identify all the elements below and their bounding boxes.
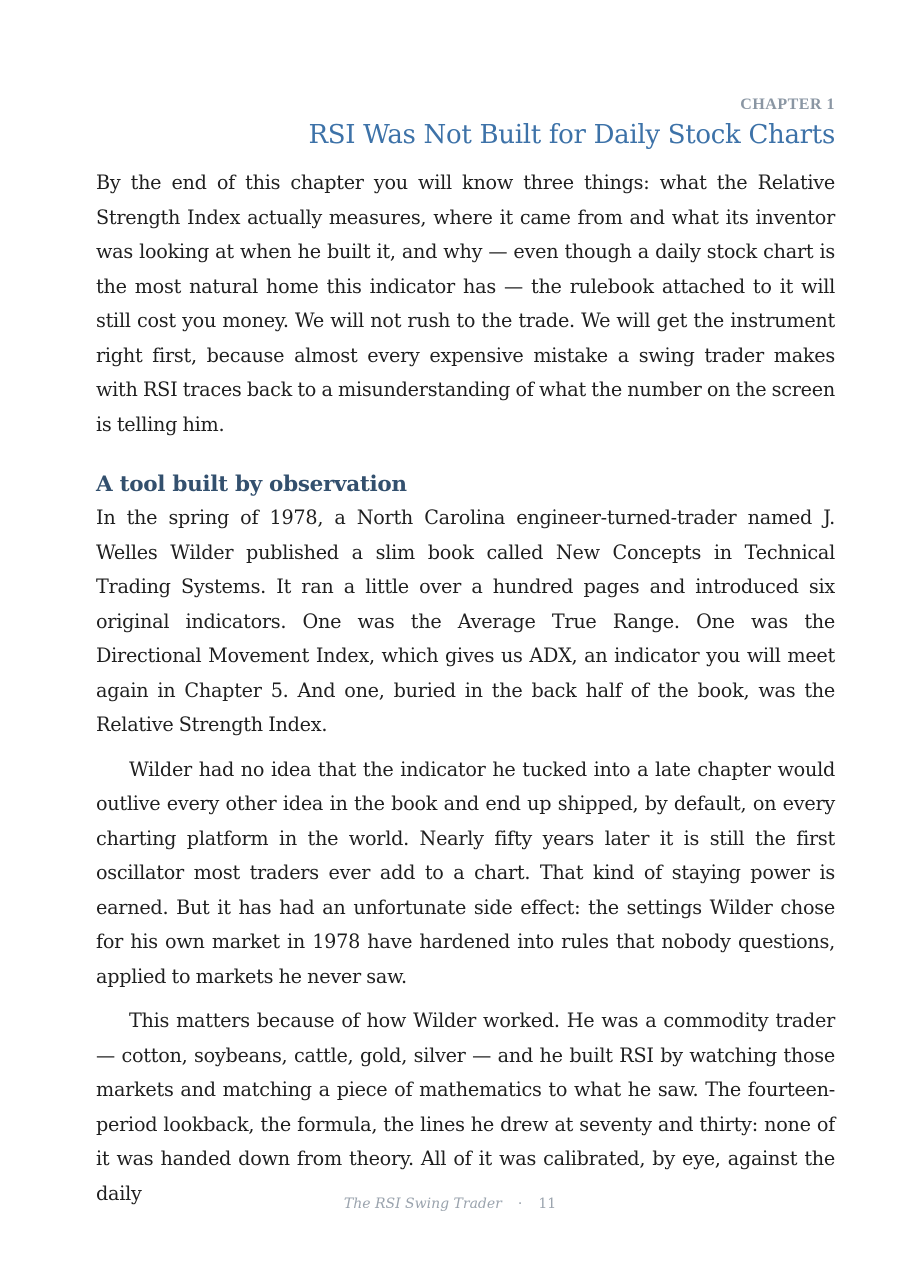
footer-separator: · bbox=[517, 1196, 523, 1212]
intro-paragraph: By the end of this chapter you will know three things: what the Relative Strength Index actually measures, where it came from and what its inventor was looking at when he built it, and why — even though a daily stock chart is the most natural home this indicator has — the rulebook attached to it will still cost you money. We will not rush to the trade. We will get the instrument right first, because almost every expensive mistake a swing trader makes with RSI traces back to a misunderstanding of what the number on the screen is telling him. bbox=[96, 171, 835, 436]
body-paragraph-3: This matters because of how Wilder worked. He was a commodity trader — cotton, soybeans, cattle, gold, silver — and he built RSI by watching those markets and matching a piece of mathematics to what he saw. The fourteen-period lookback, the formula, the lines he drew at seventy and thirty: none of it was handed down from theory. All of it was calibrated, by eye, against the daily bbox=[96, 1009, 835, 1205]
page-footer bbox=[0, 1196, 900, 1212]
body-paragraph-1: In the spring of 1978, a North Carolina engineer-turned-trader named J. Welles Wilder published a slim book called New Concepts in Technical Trading Systems. It ran a little over a hundred pages and introduced six original indicators. One was the Average True Range. One was the Directional Movement Index, which gives us ADX, an indicator you will meet again in Chapter 5. And one, buried in the back half of the book, was the Relative Strength Index. bbox=[96, 506, 835, 736]
section-heading: A tool built by observation bbox=[96, 472, 407, 497]
chapter-label: CHAPTER 1 bbox=[740, 96, 835, 113]
chapter-title: RSI Was Not Built for Daily Stock Charts bbox=[308, 120, 835, 150]
page-number: 11 bbox=[538, 1196, 557, 1212]
body-paragraph-2: Wilder had no idea that the indicator he tucked into a late chapter would outlive every other idea in the book and end up shipped, by default, on every charting platform in the world. Nearly fifty years later it is still the first oscillator most traders ever add to a chart. That kind of staying power is earned. But it has had an unfortunate side effect: the settings Wilder chose for his own market in 1978 have hardened into rules that nobody questions, applied to markets he never saw. bbox=[96, 757, 835, 988]
footer-book-title: The RSI Swing Trader bbox=[343, 1196, 502, 1212]
page-body bbox=[96, 92, 835, 1211]
